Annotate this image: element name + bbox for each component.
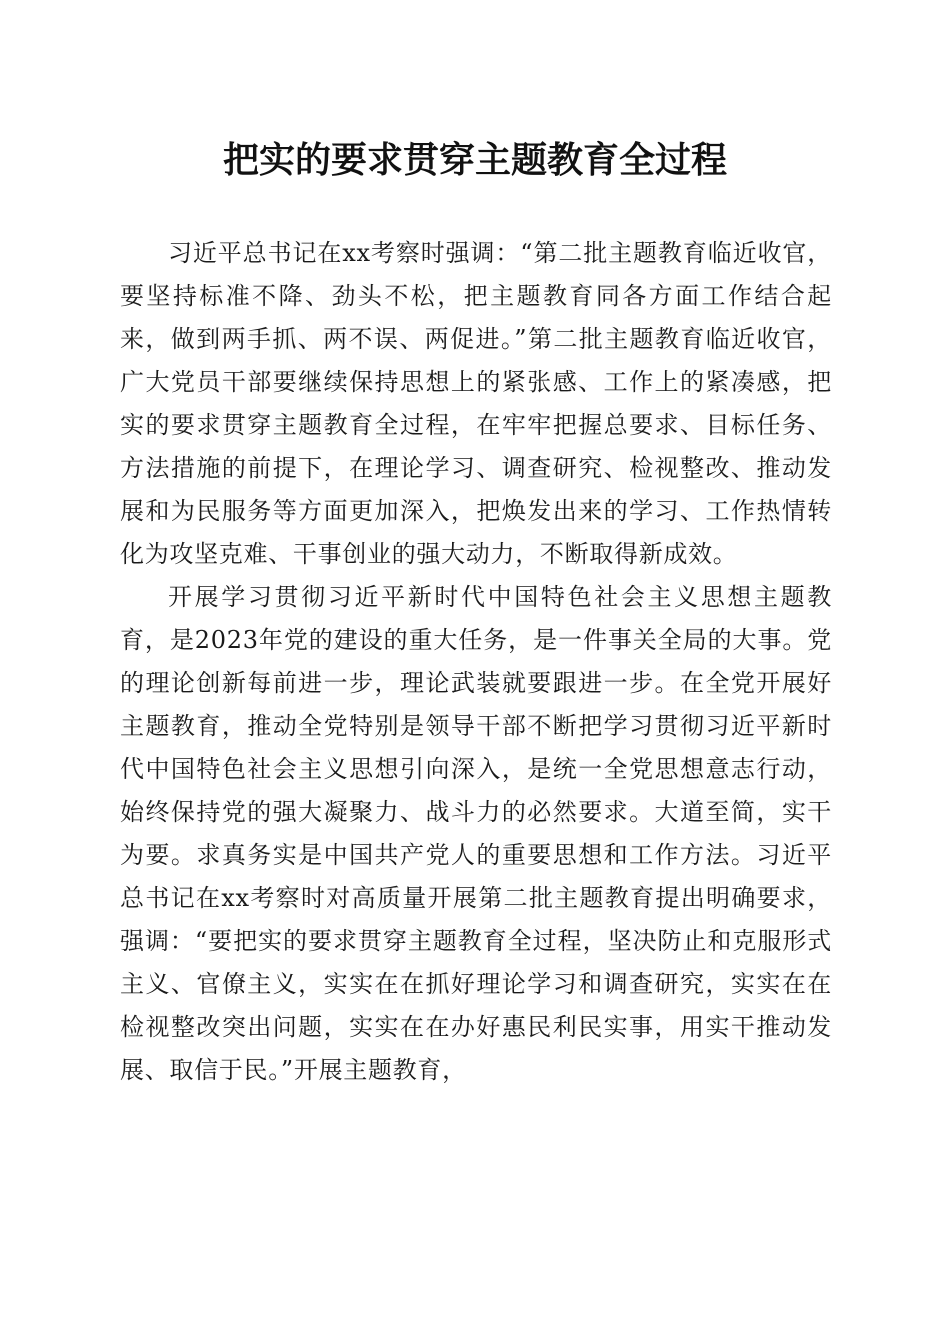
paragraph-2: 开展学习贯彻习近平新时代中国特色社会主义思想主题教育，是2023年党的建设的重大任务，是一件事关全局的大事。党的理论创新每前进一步，理论武装就要跟进一步。在全党开展好主题教育，推动全党特别是领导干部不断把学习贯彻习近平新时代中国特色社会主义思想引向深入，是统一全党思想意志行动，始终保持党的强大凝聚力、战斗力的必然要求。大道至简，实干为要。求真务实是中国共产党人的重要思想和工作方法。习近平总书记在xx考察时对高质量开展第二批主题教育提出明确要求，强调：“要把实的要求贯穿主题教育全过程，坚决防止和克服形式主义、官僚主义，实实在在抓好理论学习和调查研究，实实在在检视整改突出问题，实实在在办好惠民利民实事，用实干推动发展、取信于民。”开展主题教育， (120, 583, 832, 1084)
document-title: 把实的要求贯穿主题教育全过程 (222, 139, 727, 181)
paragraph-1: 习近平总书记在xx考察时强调：“第二批主题教育临近收官，要坚持标准不降、劲头不松，把主题教育同各方面工作结合起来，做到两手抓、两不误、两促进。”第二批主题教育临近收官，广大党员干部要继续保持思想上的紧张感、工作上的紧凑感，把实的要求贯穿主题教育全过程，在牢牢把握总要求、目标任务、方法措施的前提下，在理论学习、调查研究、检视整改、推动发展和为民服务等方面更加深入，把焕发出来的学习、工作热情转化为攻坚克难、干事创业的强大动力，不断取得新成效。 (120, 239, 832, 568)
document-body (120, 232, 832, 1092)
